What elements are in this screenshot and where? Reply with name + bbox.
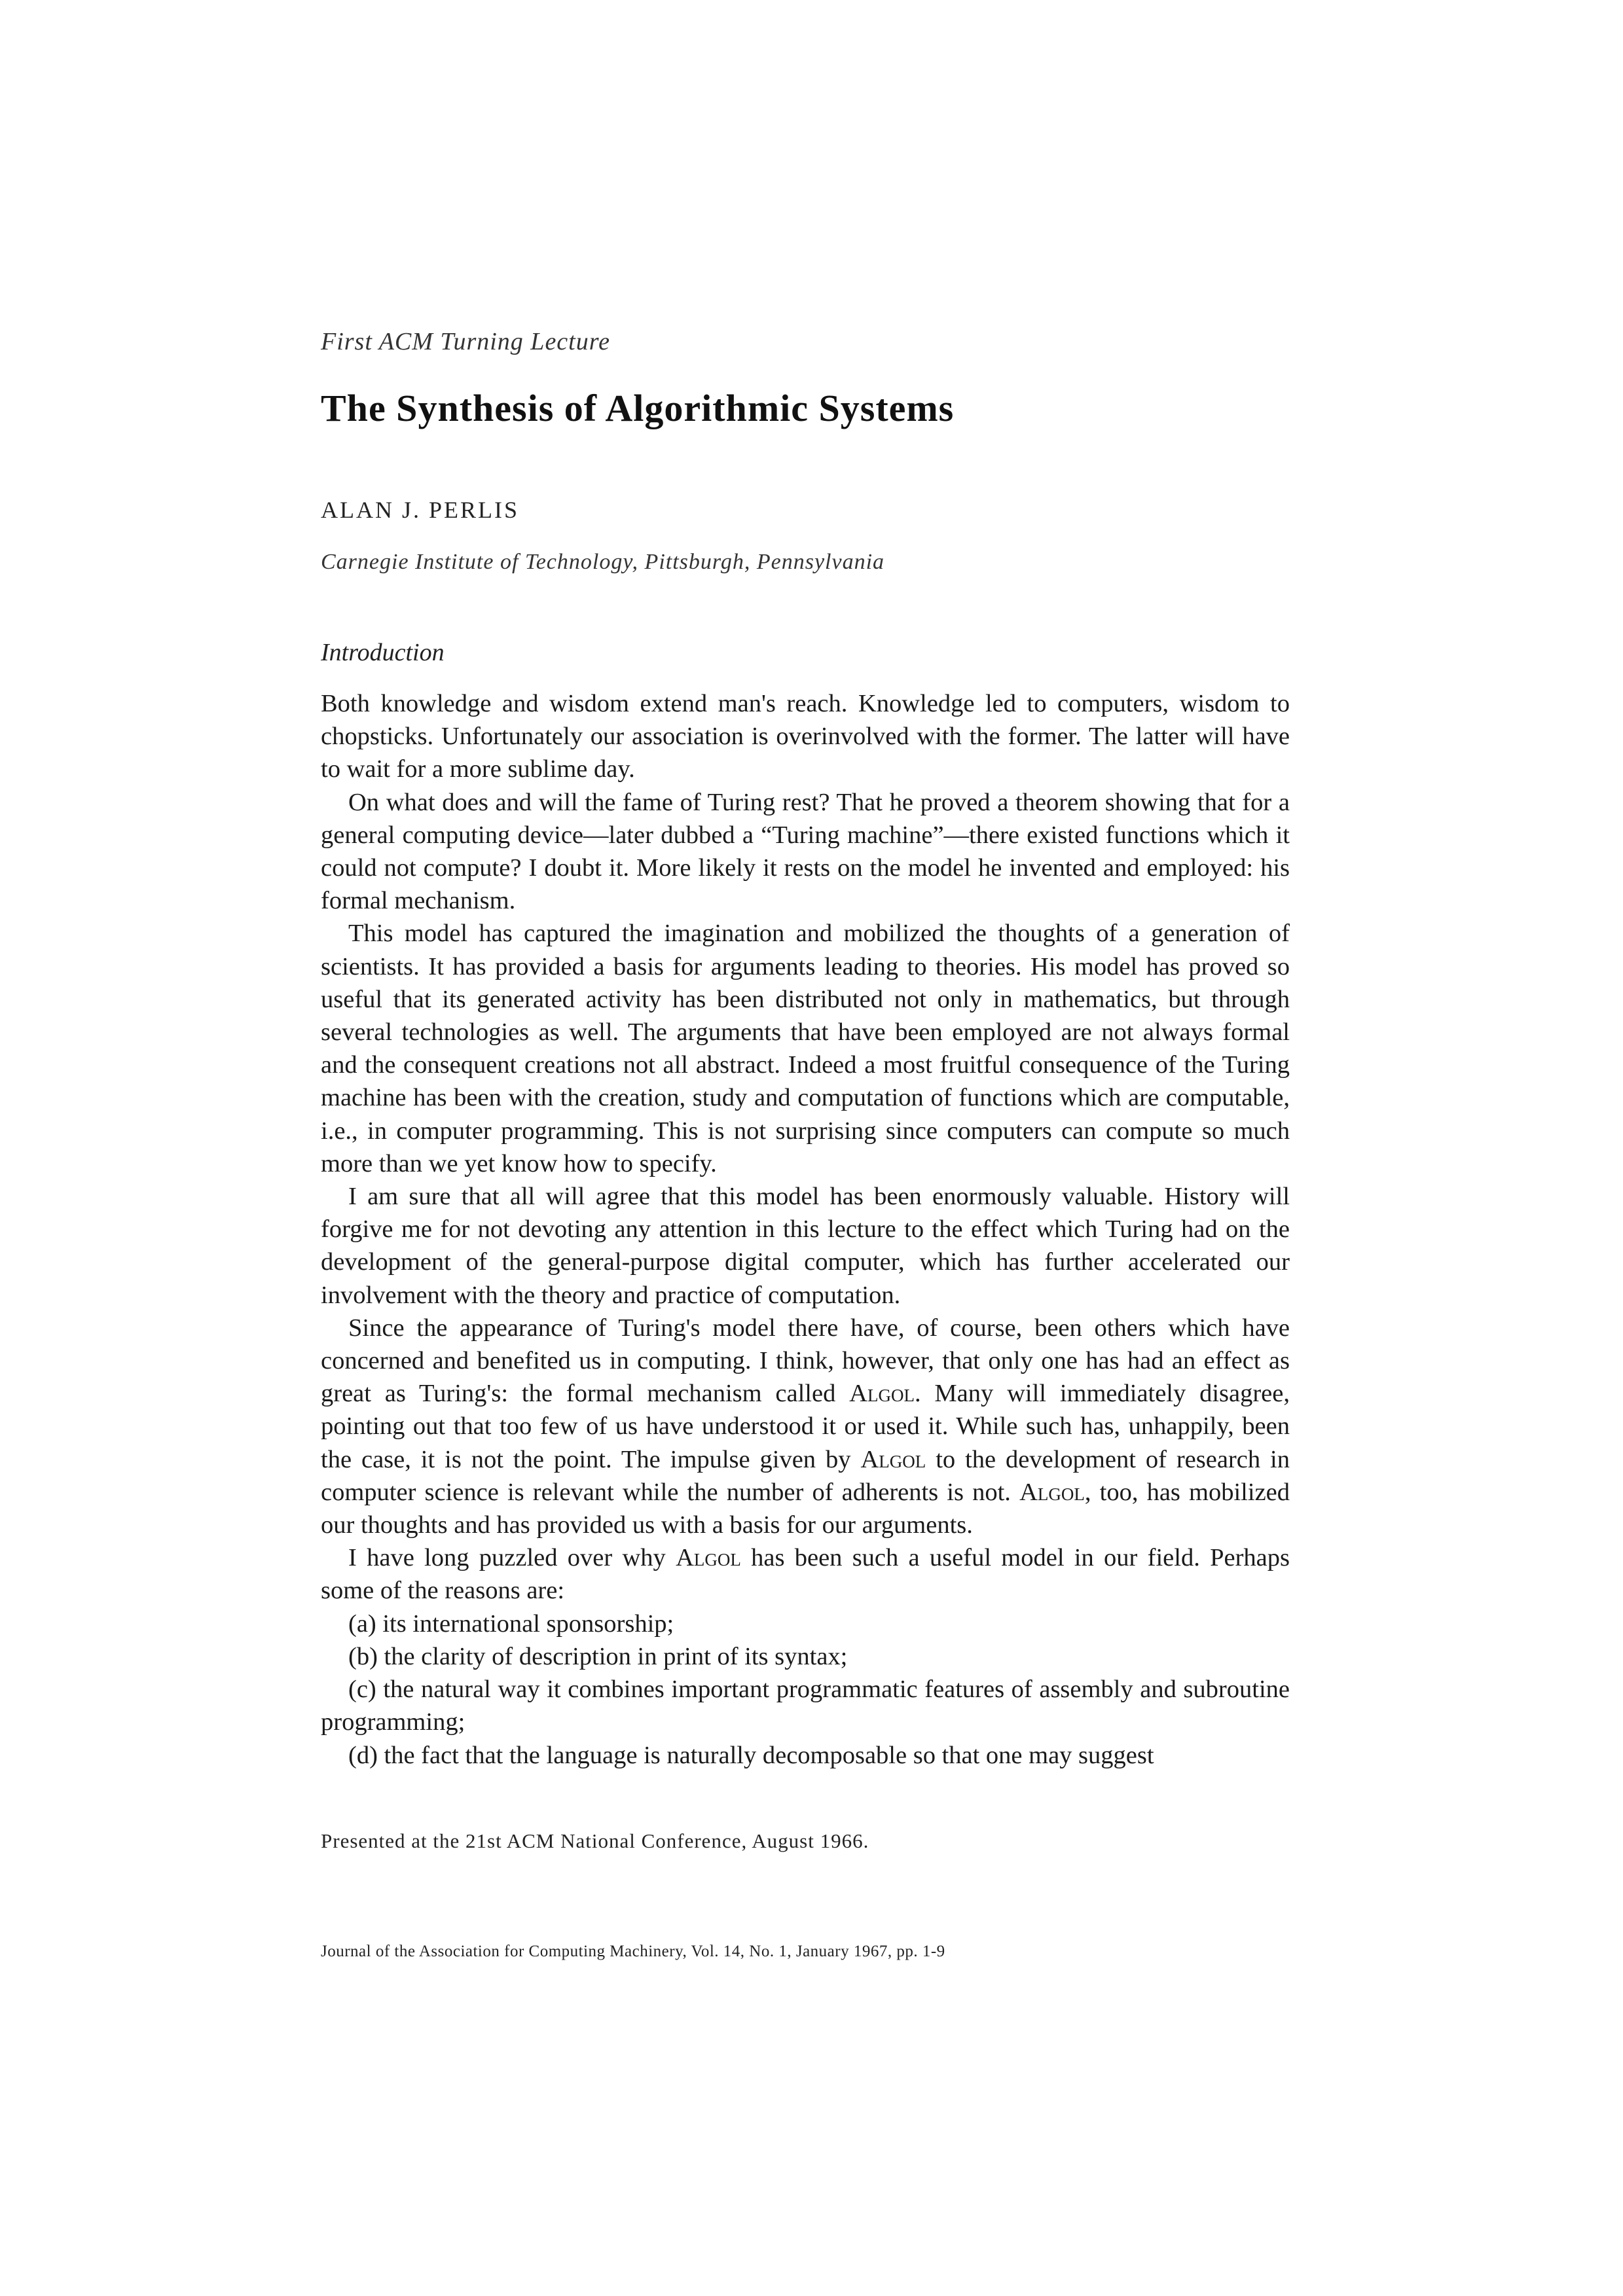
paragraph-6 [321, 1541, 1290, 1607]
paragraph-2: On what does and will the fame of Turing rest? That he proved a theorem showing that for a general computing device—later dubbed a “Turing machine”—there existed functions which it could not compute? I doubt it. More likely it rests on the model he invented and employed: his formal mechanism. [321, 788, 1290, 915]
paragraph-4: I am sure that all will agree that this model has been enormously valuable. History will forgive me for not devoting any attention in this lecture to the effect which Turing had on the development of the general-purpose digital computer, which has further accelerated our involvement with the theory and practice of computation. [321, 1183, 1290, 1309]
paragraph-5 [321, 1312, 1290, 1541]
list-item-c: (c) the natural way it combines important programmatic features of assembly and subroutine programming; [321, 1676, 1290, 1736]
paragraph-5-part-b: . Many will immediately disagree, pointing out that too few of us have understood it or used it. While such has, unhappily, been the case, it is not the point. The impulse given by [321, 1380, 1290, 1473]
algol-term: Algol [849, 1380, 915, 1408]
journal-citation: Journal of the Association for Computing Machinery, Vol. 14, No. 1, January 1967, pp. 1-9 [321, 1943, 945, 1960]
paragraph-5-part-a: Since the appearance of Turing's model there have, of course, been others which have concerned and benefited us in computing. I think, however, that only one has had an effect as great as Turing's: the formal mechanism called [321, 1314, 1290, 1408]
paragraph-3: This model has captured the imagination and mobilized the thoughts of a generation of scientists. It has provided a basis for arguments leading to theories. His model has proved so useful that its generated activity has been distributed not only in mathematics, but through several technologies as well. The arguments that have been employed are not always formal and the consequent creations not all abstract. Indeed a most fruitful consequence of the Turing machine has been with the creation, study and computation of functions which are computable, i.e., in computer programming. This is not surprising since computers can compute so much more than we yet know how to specify. [321, 920, 1290, 1177]
algol-term: Algol [860, 1445, 926, 1473]
paper-title: The Synthesis of Algorithmic Systems [321, 387, 955, 429]
presented-footnote: Presented at the 21st ACM National Conference, August 1966. [321, 1829, 869, 1852]
paragraph-6-part-b: has been such a useful model in our field. Perhaps some of the reasons are: [321, 1544, 1290, 1605]
author-name: ALAN J. PERLIS [321, 497, 520, 523]
list-item-b: (b) the clarity of description in print of its syntax; [348, 1642, 848, 1670]
author-affiliation: Carnegie Institute of Technology, Pittsburgh, Pennsylvania [321, 550, 885, 574]
list-item-a: (a) its international sponsorship; [348, 1609, 674, 1638]
list-item-d: (d) the fact that the language is naturally decomposable so that one may suggest [348, 1741, 1154, 1769]
paragraph-6-part-a: I have long puzzled over why [348, 1544, 676, 1572]
body-text [321, 687, 1290, 1772]
algol-term: Algol [1019, 1478, 1085, 1506]
lecture-label: First ACM Turning Lecture [321, 328, 610, 355]
paragraph-5-part-d: , too, has mobilized our thoughts and has provided us with a basis for our arguments. [321, 1478, 1290, 1539]
section-heading-introduction: Introduction [321, 639, 445, 666]
paragraph-5-part-c: to the development of research in computer science is relevant while the number of adherents is not. [321, 1445, 1290, 1506]
algol-term: Algol [676, 1544, 741, 1572]
paragraph-1: Both knowledge and wisdom extend man's reach. Knowledge led to computers, wisdom to chopsticks. Unfortunately our association is overinvolved with the former. The latter will have to wait for a more sublime day. [321, 690, 1290, 783]
